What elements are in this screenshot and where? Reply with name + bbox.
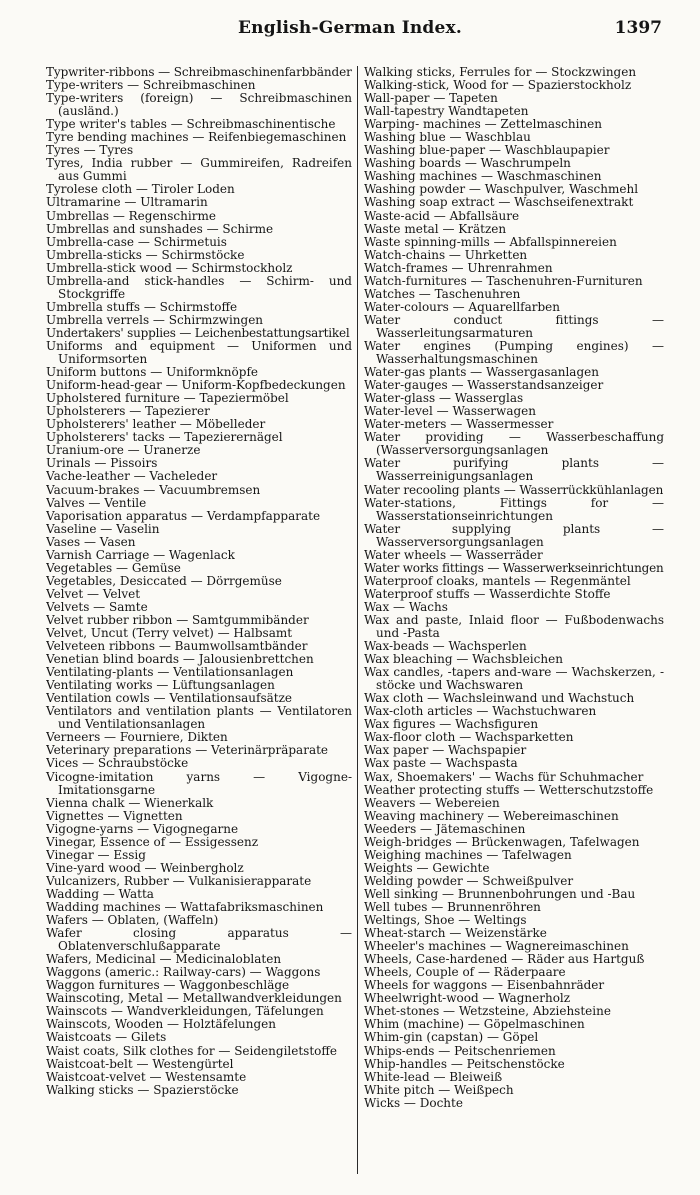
index-entry: Wainscots, Wooden — Holztäfelungen: [46, 1018, 277, 1032]
index-entry: Uniform buttons — Uniformknöpfe: [46, 366, 258, 380]
index-entry: Waste metal — Krätzen: [364, 222, 507, 236]
index-entry: Vegetables — Gemüse: [46, 561, 181, 575]
index-entry: Weavers — Webereien: [364, 796, 500, 810]
index-entry: Velvet, Uncut (Terry velvet) — Halbsamt: [46, 627, 293, 641]
index-column-left: [46, 66, 352, 1097]
index-entry: Velvet rubber ribbon — Samtgummibänder: [46, 613, 309, 627]
index-entry: Water purifying plants — Wasserreinigungsanlagen: [364, 456, 664, 484]
index-entry: Varnish Carriage — Wagenlack: [46, 548, 235, 562]
index-entry: Whip-handles — Peitschenstöcke: [364, 1057, 565, 1071]
index-entry: Umbrellas and sunshades — Schirme: [46, 222, 274, 236]
index-entry: Water recooling plants — Wasserrückkühlanlagen: [364, 483, 664, 497]
index-entry: White pitch — Weißpech: [364, 1083, 514, 1097]
index-entry: Warping- machines — Zettelmaschinen: [364, 118, 602, 132]
index-entry: Waist coats, Silk clothes for — Seidengiletstoffe: [46, 1044, 337, 1058]
index-entry: Ventilators and ventilation plants — Ventilatoren und Ventilationsanlagen: [46, 704, 352, 732]
index-entry: Vases — Vasen: [46, 535, 136, 549]
index-entry: White-lead — Bleiweiß: [364, 1070, 503, 1084]
index-entry: Wax cloth — Wachsleinwand und Wachstuch: [364, 692, 635, 706]
index-entry: Uranium-ore — Uranerze: [46, 444, 201, 458]
index-entry: Whet-stones — Wetzsteine, Abziehsteine: [364, 1005, 611, 1019]
index-entry: Type-writers — Schreibmaschinen: [46, 79, 256, 93]
index-entry: Waste spinning-mills — Abfallspinnereien: [364, 235, 617, 249]
index-entry: Washing soap extract — Waschseifenextrakt: [364, 196, 634, 210]
index-entry: Wheels for waggons — Eisenbahnräder: [364, 979, 605, 993]
index-entry: Walking sticks, Ferrules for — Stockzwingen: [364, 66, 637, 79]
index-entry: Vine-yard wood — Weinbergholz: [46, 861, 244, 875]
index-entry: Upholsterers — Tapezierer: [46, 405, 210, 419]
index-entry: Vignettes — Vignetten: [46, 809, 183, 823]
index-entry: Valves — Ventile: [46, 496, 147, 510]
index-entry: Upholstered furniture — Tapeziermöbel: [46, 392, 289, 406]
index-entry: Weights — Gewichte: [364, 861, 490, 875]
index-entry: Washing boards — Waschrumpeln: [364, 157, 571, 171]
index-entry: Uniform-head-gear — Uniform-Kopfbedeckungen: [46, 379, 346, 393]
index-entry: Urinals — Pissoirs: [46, 457, 158, 471]
index-entry: Water-colours — Aquarellfarben: [364, 300, 561, 314]
index-entry: Vegetables, Desiccated — Dörrgemüse: [46, 574, 282, 588]
index-entry: Wheels, Case-hardened — Räder aus Hartguß: [364, 953, 645, 967]
index-entry: Wax and paste, Inlaid floor — Fußbodenwachs und -Pasta: [364, 612, 664, 641]
index-entry: Well sinking — Brunnenbohrungen und -Bau: [364, 887, 636, 901]
index-entry: Tyres, India rubber — Gummireifen, Radreifen aus Gummi: [46, 156, 352, 184]
page-number: 1397: [614, 18, 662, 38]
index-entry: Wax-beads — Wachsperlen: [364, 640, 527, 654]
index-entry: Weltings, Shoe — Weltings: [364, 914, 527, 928]
index-entry: Waterproof stuffs — Wasserdichte Stoffe: [364, 587, 611, 601]
index-entry: Walking-stick, Wood for — Spazierstockholz: [364, 79, 632, 93]
index-entry: Water-gauges — Wasserstandsanzeiger: [364, 379, 604, 393]
index-entry: Wax paste — Wachspasta: [364, 757, 518, 771]
index-entry: Ventilating-plants — Ventilationsanlagen: [46, 666, 294, 680]
index-entry: Vices — Schraubstöcke: [46, 757, 189, 771]
index-entry: Umbrella-sticks — Schirmstöcke: [46, 248, 245, 262]
index-entry: Velveteen ribbons — Baumwollsamtbänder: [46, 640, 308, 654]
index-entry: Wafers — Oblaten, (Waffeln): [46, 914, 219, 928]
index-entry: Wadding machines — Wattafabriksmaschinen: [46, 901, 324, 914]
index-entry: Watch-chains — Uhrketten: [364, 248, 528, 262]
index-entry: Upholsterers' tacks — Tapezierernägel: [46, 431, 283, 445]
index-entry: Umbrella-case — Schirmetuis: [46, 235, 227, 249]
index-entry: Weighing machines — Tafelwagen: [364, 848, 572, 862]
index-entry: Vinegar, Essence of — Essigessenz: [46, 835, 259, 849]
index-entry: Welding powder — Schweißpulver: [364, 874, 574, 888]
index-entry: Water supplying plants — Wasserversorgungsanlagen: [364, 521, 664, 549]
index-entry: Vache-leather — Vacheleder: [46, 470, 218, 484]
index-entry: Umbrella-and stick-handles — Schirm- und Stockgriffe: [46, 273, 352, 301]
index-entry: Waggon furnitures — Waggonbeschläge: [46, 979, 290, 993]
index-entry: Ventilating works — Lüftungsanlagen: [46, 679, 275, 693]
index-entry: Umbrella-stick wood — Schirmstockholz: [46, 261, 293, 275]
index-entry: Wall-paper — Tapeten: [364, 92, 498, 106]
index-entry: Wheat-starch — Weizenstärke: [364, 927, 547, 941]
index-entry: Veterinary preparations — Veterinärpräparate: [46, 744, 329, 758]
index-entry: Wax candles, -tapers and-ware — Wachskerzen, -stöcke und Wachswaren: [364, 665, 664, 693]
index-entry: Upholsterers' leather — Möbelleder: [46, 418, 266, 432]
index-entry: Water providing — Wasserbeschaffung (Wasserversorgungsanlagen: [364, 430, 664, 458]
index-entry: Verneers — Fourniere, Dikten: [46, 731, 228, 745]
index-entry: Ventilation cowls — Ventilationsaufsätze: [46, 692, 293, 706]
index-entry: Water-meters — Wassermesser: [364, 418, 554, 432]
index-entry: Type writer's tables — Schreibmaschinentische: [46, 118, 336, 132]
index-entry: Typwriter-ribbons — Schreibmaschinenfarbbänder: [46, 66, 352, 79]
index-entry: Wainscots — Wandverkleidungen, Täfelungen: [46, 1005, 324, 1019]
index-entry: Weigh-bridges — Brückenwagen, Tafelwagen: [364, 835, 640, 849]
index-entry: Wicks — Dochte: [364, 1096, 463, 1110]
index-entry: Vienna chalk — Wienerkalk: [46, 796, 214, 810]
index-entry: Waggons (americ.: Railway-cars) — Waggons: [46, 966, 321, 980]
index-entry: Wax-floor cloth — Wachsparketten: [364, 731, 574, 745]
index-entry: Wax-cloth articles — Wachstuchwaren: [364, 705, 597, 719]
index-entry: Weather protecting stuffs — Wetterschutzstoffe: [364, 783, 654, 797]
index-entry: Wheels, Couple of — Räderpaare: [364, 966, 566, 980]
index-entry: Washing powder — Waschpulver, Waschmehl: [364, 183, 639, 197]
index-entry: Velvets — Samte: [46, 600, 148, 614]
index-entry: Weaving machinery — Webereimaschinen: [364, 809, 619, 823]
index-entry: Umbrellas — Regenschirme: [46, 209, 216, 223]
index-entry: Wall-tapestry Wandtapeten: [364, 105, 529, 119]
index-entry: Tyrolese cloth — Tiroler Loden: [46, 183, 235, 197]
index-entry: Washing blue-paper — Waschblaupapier: [364, 144, 610, 158]
index-entry: Vaporisation apparatus — Verdampfapparate: [46, 509, 321, 523]
index-entry: Wax paper — Wachspapier: [364, 744, 527, 758]
index-entry: Washing blue — Waschblau: [364, 131, 531, 145]
column-divider: [357, 66, 358, 1174]
index-entry: Waistcoat-velvet — Westensamte: [46, 1070, 247, 1084]
index-entry: Umbrella verrels — Schirmzwingen: [46, 313, 264, 327]
index-entry: Tyre bending machines — Reifenbiegemaschinen: [46, 131, 347, 145]
index-entry: Wax, Shoemakers' — Wachs für Schuhmacher: [364, 770, 644, 784]
index-entry: Venetian blind boards — Jalousienbrettchen: [46, 653, 314, 667]
index-entry: Wainscoting, Metal — Metallwandverkleidungen: [46, 992, 342, 1006]
index-entry: Weeders — Jätemaschinen: [364, 822, 526, 836]
index-entry: Ultramarine — Ultramarin: [46, 196, 208, 210]
index-entry: Wafers, Medicinal — Medicinaloblaten: [46, 953, 282, 967]
index-entry: Watch-frames — Uhrenrahmen: [364, 261, 553, 275]
index-entry: Watches — Taschenuhren: [364, 287, 521, 301]
index-entry: Whim (machine) — Göpelmaschinen: [364, 1018, 585, 1032]
index-entry: Umbrella stuffs — Schirmstoffe: [46, 300, 238, 314]
index-entry: Vigogne-yarns — Vigognegarne: [46, 822, 239, 836]
index-entry: Washing machines — Waschmaschinen: [364, 170, 602, 184]
index-entry: Wheelwright-wood — Wagnerholz: [364, 992, 571, 1006]
index-entry: Type-writers (foreign) — Schreibmaschinen (ausländ.): [46, 91, 352, 119]
index-entry: Water-stations, Fittings for — Wasserstationseinrichtungen: [364, 495, 664, 523]
index-entry: Water-glass — Wasserglas: [364, 392, 524, 406]
index-entry: Vulcanizers, Rubber — Vulkanisierapparate: [46, 874, 312, 888]
index-entry: Vicogne-imitation yarns — Vigogne-Imitationsgarne: [46, 769, 352, 797]
index-column-right: [364, 66, 664, 1110]
index-entry: Wadding — Watta: [46, 887, 154, 901]
index-entry: Waste-acid — Abfallsäure: [364, 209, 520, 223]
index-entry: Vacuum-brakes — Vacuumbremsen: [46, 483, 261, 497]
index-entry: Waterproof cloaks, mantels — Regenmäntel: [364, 574, 631, 588]
index-entry: Well tubes — Brunnenröhren: [364, 901, 541, 914]
index-entry: Watch-furnitures — Taschenuhren-Furnituren: [364, 274, 643, 288]
index-entry: Tyres — Tyres: [46, 144, 134, 158]
index-entry: Vaseline — Vaselin: [46, 522, 160, 536]
index-entry: Vinegar — Essig: [46, 848, 146, 862]
index-entry: Water wheels — Wasserräder: [364, 548, 543, 562]
index-entry: Walking sticks — Spazierstöcke: [46, 1083, 239, 1097]
index-entry: Water-gas plants — Wassergasanlagen: [364, 366, 599, 380]
index-entry: Whips-ends — Peitschenriemen: [364, 1044, 556, 1058]
index-entry: Velvet — Velvet: [46, 587, 141, 601]
index-entry: Water engines (Pumping engines) — Wasserhaltungsmaschinen: [364, 338, 664, 367]
running-title: English-German Index.: [238, 18, 462, 38]
index-entry: Undertakers' supplies — Leichenbestattungsartikel: [46, 326, 350, 340]
index-entry: Uniforms and equipment — Uniformen und Uniformsorten: [46, 338, 352, 367]
index-entry: Wheeler's machines — Wagnereimaschinen: [364, 940, 629, 954]
page-header: [0, 18, 700, 48]
index-entry: Water works fittings — Wasserwerkseinrichtungen: [364, 561, 664, 575]
index-entry: Wax bleaching — Wachsbleichen: [364, 653, 563, 667]
index-entry: Wax — Wachs: [364, 600, 448, 614]
index-entry: Waistcoat-belt — Westengürtel: [46, 1057, 234, 1071]
index-entry: Waistcoats — Gilets: [46, 1031, 167, 1045]
index-entry: Water-level — Wasserwagen: [364, 405, 536, 419]
index-entry: Wax figures — Wachsfiguren: [364, 718, 539, 732]
index-entry: Water conduct fittings — Wasserleitungsarmaturen: [364, 312, 664, 340]
index-entry: Whim-gin (capstan) — Göpel: [364, 1031, 539, 1045]
index-entry: Wafer closing apparatus — Oblatenverschlußapparate: [46, 926, 352, 954]
